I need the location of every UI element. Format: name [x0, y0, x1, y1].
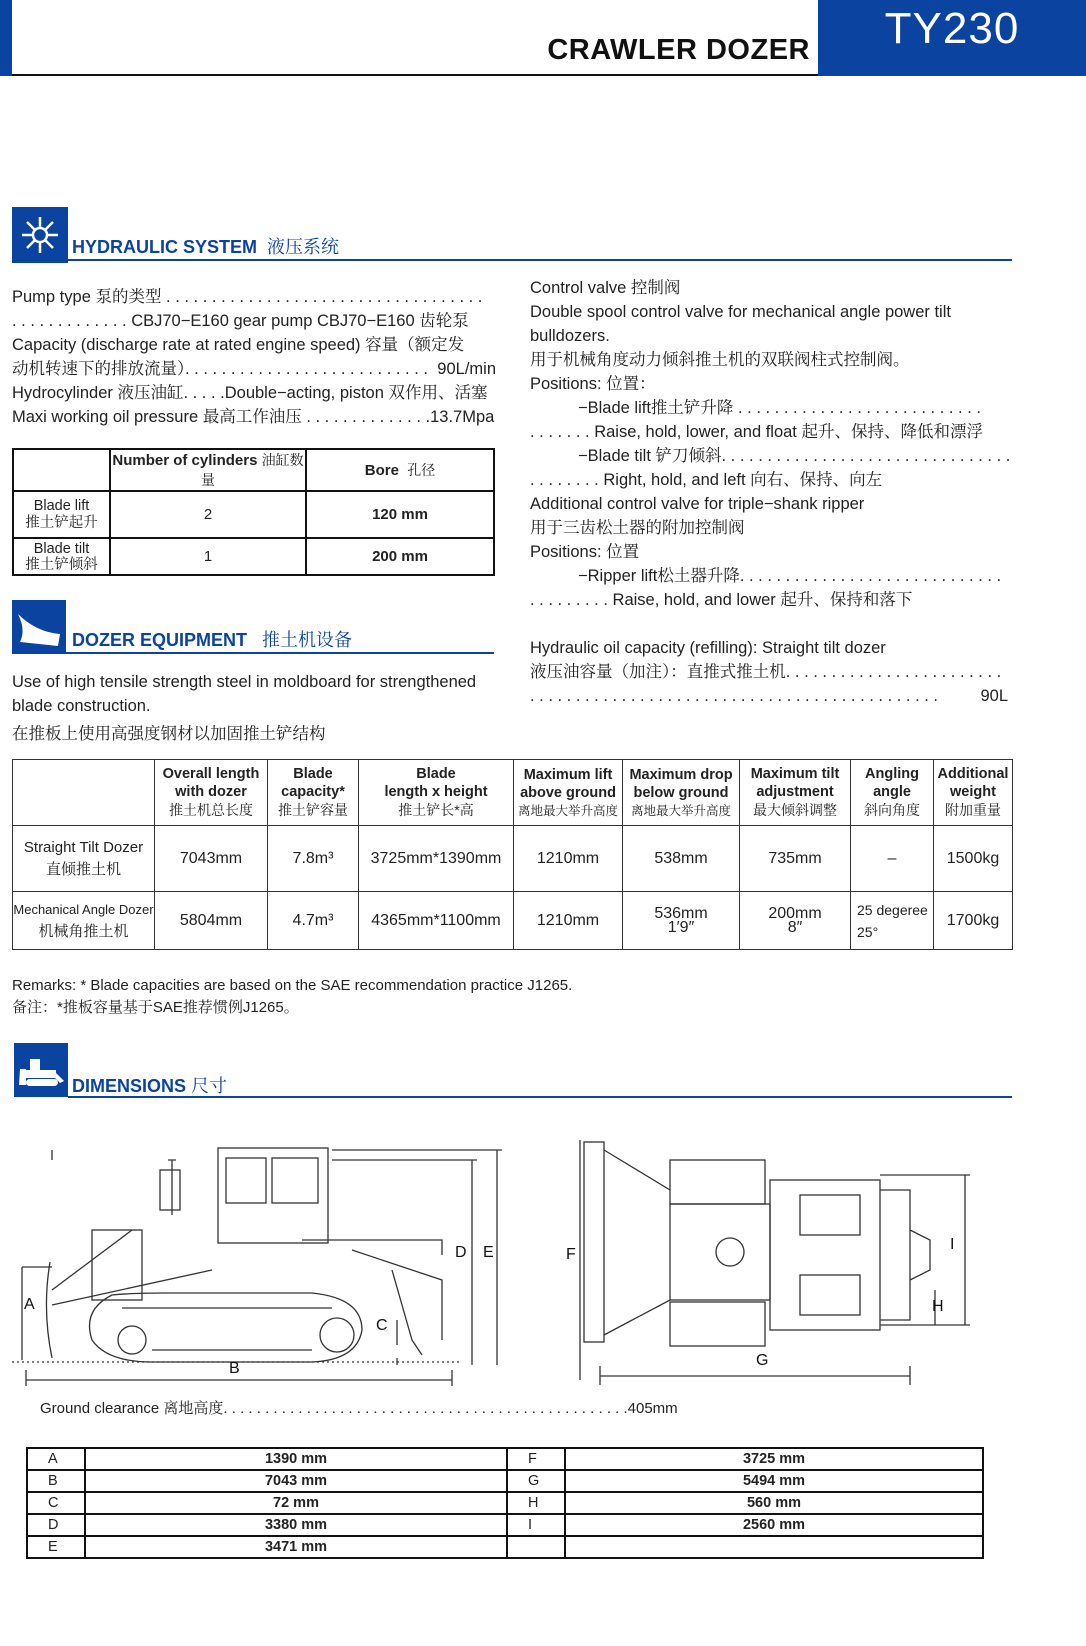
max-tilt-cell: 200mm 8″ — [740, 892, 851, 950]
cylinder-row-name-en: Blade tilt — [33, 540, 90, 557]
hydraulic-title-cn: 液压系统 — [267, 237, 340, 257]
dim-letter-g: G — [756, 1352, 769, 1369]
dozer-header-cell: Blade capacity* 推土铲容量 — [268, 760, 359, 826]
oil-capacity-label: Hydraulic oil capacity (refilling): Straight tilt dozer — [530, 639, 886, 657]
table-row — [27, 1470, 983, 1492]
dozer-table-corner — [13, 760, 155, 826]
ripper-value-row: . . . . . . . . . Raise, hold, and lower 起升、保持和落下 — [530, 591, 913, 609]
control-valve-heading: Control valve 控制阀 — [530, 279, 681, 297]
table-row — [27, 1448, 983, 1470]
header-accent-bar — [0, 0, 12, 76]
cylinder-count-header — [110, 449, 306, 491]
pump-type-row: Pump type 泵的类型 . . . . . . . . . . . . . . . . . . . . . . . . . . . . . . . . . . . — [12, 288, 483, 306]
overall-length-cell: 7043mm — [155, 826, 268, 892]
dozer-header-cell: Blade length x height 推土铲长*高 — [359, 760, 514, 826]
cylinder-row-name-cn: 推土铲起升 — [25, 514, 98, 531]
additional-weight-cell: 1700kg — [934, 892, 1013, 950]
bore-header-cn: 孔径 — [407, 462, 436, 478]
dozer-header-cell: Overall length with dozer 推土机总长度 — [155, 760, 268, 826]
pump-type-value-row: . . . . . . . . . . . . . CBJ70−E160 gear pump CBJ70−E160 齿轮泵 — [12, 312, 469, 330]
dim-value-cell: 5494 mm — [565, 1470, 983, 1492]
ripper-lift-value: Raise, hold, and lower 起升、保持和落下 — [612, 591, 913, 609]
hydraulic-section-title — [72, 233, 339, 259]
dim-letter-i: I — [950, 1236, 955, 1253]
dim-letter-h: H — [932, 1298, 944, 1315]
capacity-label: Capacity (discharge rate at rated engine speed) 容量（额定发 — [12, 336, 465, 354]
dozer-desc-2: blade construction. — [12, 697, 151, 715]
dozer-table-header-row — [13, 760, 1013, 826]
max-drop-cell: 536mm 1′9″ — [623, 892, 740, 950]
additional-weight-cell: 1500kg — [934, 826, 1013, 892]
top-view-drawing — [570, 1130, 980, 1390]
blade-capacity-cell: 7.8m³ — [268, 826, 359, 892]
dim-value-cell: 3725 mm — [565, 1448, 983, 1470]
hydraulic-title-en: HYDRAULIC SYSTEM — [72, 237, 258, 257]
dozer-header-cell: Angling angle 斜向角度 — [851, 760, 934, 826]
dozer-section-title — [72, 626, 352, 652]
dozer-blade-icon — [12, 600, 66, 654]
control-valve-desc-2: bulldozers. — [530, 327, 610, 345]
table-row — [27, 1492, 983, 1514]
ripper-valve-desc-cn: 用于三齿松土器的附加控制阀 — [530, 519, 745, 537]
dim-letter-d: D — [455, 1244, 467, 1261]
control-valve-desc-cn: 用于机械角度动力倾斜推土机的双联阀柱式控制阀。 — [530, 351, 910, 369]
positions-label: Positions: 位置： — [530, 375, 656, 393]
dim-label-cell: G — [507, 1470, 565, 1492]
table-row — [13, 892, 1013, 950]
dimensions-table — [26, 1447, 984, 1559]
bulldozer-icon — [14, 1043, 68, 1097]
max-drop-cell: 538mm — [623, 826, 740, 892]
cylinder-table-corner — [13, 449, 110, 491]
bore-header-en: Bore — [364, 462, 399, 479]
dozer-type-cell: Straight Tilt Dozer 直倾推土机 — [13, 826, 155, 892]
dozer-title-cn: 推土机设备 — [262, 630, 353, 650]
oil-capacity-row: 液压油容量（加注）：直推式推土机. . . . . . . . . . . . . . . . . . . . . . . . — [530, 663, 1002, 681]
pump-type-value: CBJ70−E160 gear pump CBJ70−E160 齿轮泵 — [131, 312, 469, 330]
dim-value-cell: 1390 mm — [85, 1448, 507, 1470]
dim-letter-a: A — [24, 1296, 35, 1313]
blade-tilt-label: −Blade tilt 铲刀倾斜 — [578, 447, 722, 465]
dim-label-cell: D — [27, 1514, 85, 1536]
hydrocylinder-value: Double−acting, piston 双作用、活塞 — [224, 384, 488, 402]
cylinder-row-name-en: Blade lift — [33, 497, 90, 514]
angling-angle-cell: – — [851, 826, 934, 892]
dim-letter-f: F — [566, 1246, 576, 1263]
remarks-cn: 备注：*推板容量基于SAE推荐惯例J1265。 — [12, 999, 299, 1016]
dim-letter-e: E — [483, 1244, 494, 1261]
oil-capacity-value-row: . . . . . . . . . . . . . . . . . . . . . . . . . . . . . . . . . . . . . . . . . . . . . — [530, 687, 938, 705]
dim-letter-c: C — [376, 1317, 388, 1334]
blade-tilt-row: −Blade tilt 铲刀倾斜. . . . . . . . . . . . . . . . . . . . . . . . . . . . . . . . — [578, 447, 1011, 465]
oil-capacity-label-cn: 液压油容量（加注）：直推式推土机 — [530, 663, 786, 681]
side-view-drawing — [12, 1130, 512, 1390]
dozer-header-cell: Additional weight 附加重量 — [934, 760, 1013, 826]
overall-length-cell: 5804mm — [155, 892, 268, 950]
blade-capacity-cell: 4.7m³ — [268, 892, 359, 950]
dimensions-title-cn: 尺寸 — [191, 1076, 228, 1096]
dimensions-section-rule — [68, 1096, 1012, 1098]
dim-label-cell: I — [507, 1514, 565, 1536]
dozer-header-cell: Maximum tilt adjustment 最大倾斜调整 — [740, 760, 851, 826]
hydrocylinder-label: Hydrocylinder 液压油缸 — [12, 384, 184, 402]
max-lift-cell: 1210mm — [514, 892, 623, 950]
blade-size-cell: 3725mm*1390mm — [359, 826, 514, 892]
cylinder-table — [12, 448, 495, 576]
dimensions-title-en: DIMENSIONS — [72, 1076, 187, 1096]
blade-size-cell: 4365mm*1100mm — [359, 892, 514, 950]
pressure-value: 13.7Mpa — [430, 408, 495, 426]
dim-value-cell: 2560 mm — [565, 1514, 983, 1536]
dozer-header-cell: Maximum drop below ground 离地最大举升高度 — [623, 760, 740, 826]
pressure-label: Maxi working oil pressure 最高工作油压 — [12, 408, 302, 426]
ground-clearance-label: Ground clearance 离地高度 — [40, 1400, 224, 1417]
model-name: TY230 — [884, 4, 1020, 53]
cylinder-count-cell: 1 — [110, 538, 306, 575]
pressure-row: Maxi working oil pressure 最高工作油压 . . . . . . . . . . . . . .13.7Mpa — [12, 408, 495, 426]
table-row — [27, 1536, 983, 1558]
blade-lift-value: Raise, hold, lower, and float 起升、保持、降低和漂浮 — [594, 423, 983, 441]
dozer-section-rule — [66, 652, 494, 654]
dim-letter-b: B — [229, 1360, 240, 1377]
ripper-lift-row: −Ripper lift松土器升降. . . . . . . . . . . . . . . . . . . . . . . . . . . . . — [578, 567, 1002, 585]
dozer-type-cell: Mechanical Angle Dozer 机械角推土机 — [13, 892, 155, 950]
dim-value-cell: 7043 mm — [85, 1470, 507, 1492]
ripper-lift-label: −Ripper lift松土器升降 — [578, 567, 740, 585]
control-valve-desc: Double spool control valve for mechanical angle power tilt — [530, 303, 951, 321]
cylinder-count-cell: 2 — [110, 491, 306, 538]
cylinder-count-header-en: Number of cylinders — [112, 452, 258, 469]
dim-label-cell: B — [27, 1470, 85, 1492]
header-rule — [12, 74, 818, 76]
blade-lift-value-row: . . . . . . . Raise, hold, lower, and float 起升、保持、降低和漂浮 — [530, 423, 983, 441]
remarks: Remarks: * Blade capacities are based on the SAE recommendation practice J1265. — [12, 977, 573, 994]
table-row — [13, 826, 1013, 892]
dim-value-cell — [565, 1536, 983, 1558]
dimensions-section-title — [72, 1072, 227, 1098]
pump-type-label: Pump type 泵的类型 — [12, 288, 162, 306]
cylinder-row-name — [13, 538, 110, 575]
dim-label-cell: F — [507, 1448, 565, 1470]
ripper-valve-desc: Additional control valve for triple−shank ripper — [530, 495, 865, 513]
blade-lift-label: −Blade lift推土铲升降 — [578, 399, 734, 417]
hydraulic-icon — [12, 207, 68, 263]
hydraulic-section-rule — [68, 259, 1012, 261]
dim-value-cell: 560 mm — [565, 1492, 983, 1514]
table-row — [27, 1514, 983, 1536]
ripper-positions-label: Positions: 位置 — [530, 543, 640, 561]
cylinder-count-header-cn: 油缸数量 — [201, 452, 304, 488]
blade-tilt-value: Right, hold, and left 向右、保持、向左 — [603, 471, 883, 489]
dozer-header-cell: Maximum lift above ground 离地最大举升高度 — [514, 760, 623, 826]
dozer-spec-table — [12, 759, 1013, 950]
capacity-value: 90L/min — [437, 360, 496, 378]
dim-label-cell: C — [27, 1492, 85, 1514]
oil-capacity-value: 90L — [980, 687, 1008, 705]
dim-label-cell: H — [507, 1492, 565, 1514]
ground-clearance-value: .405mm — [623, 1400, 678, 1417]
ground-clearance-row: Ground clearance 离地高度. . . . . . . . . . . . . . . . . . . . . . . . . . . . . . . . . . . . . . . . . . . . . . . . .405mm — [40, 1400, 678, 1417]
dozer-title-en: DOZER EQUIPMENT — [72, 630, 248, 650]
table-row — [13, 538, 494, 575]
dozer-desc-cn: 在推板上使用高强度钢材以加固推土铲结构 — [12, 725, 326, 743]
max-tilt-cell: 735mm — [740, 826, 851, 892]
dim-label-cell — [507, 1536, 565, 1558]
bore-cell: 200 mm — [306, 538, 494, 575]
capacity-label-cn: 动机转速下的排放流量） — [12, 360, 194, 378]
dim-value-cell: 3471 mm — [85, 1536, 507, 1558]
dim-value-cell: 72 mm — [85, 1492, 507, 1514]
table-row — [13, 491, 494, 538]
dim-value-cell: 3380 mm — [85, 1514, 507, 1536]
hydrocylinder-row: Hydrocylinder 液压油缸. . . . .Double−acting, piston 双作用、活塞 — [12, 384, 488, 402]
dim-label-cell: A — [27, 1448, 85, 1470]
capacity-dots: . . . . . . . . . . . . . . . . . . . . . . . . . . . — [185, 360, 428, 378]
bore-cell: 120 mm — [306, 491, 494, 538]
cylinder-row-name — [13, 491, 110, 538]
blade-tilt-value-row: . . . . . . . . Right, hold, and left 向右、保持、向左 — [530, 471, 883, 489]
cylinder-row-name-cn: 推土铲倾斜 — [25, 556, 98, 573]
dim-label-cell: E — [27, 1536, 85, 1558]
blade-lift-row: −Blade lift推土铲升降 . . . . . . . . . . . . . . . . . . . . . . . . . . . — [578, 399, 981, 417]
dozer-desc: Use of high tensile strength steel in moldboard for strengthened — [12, 673, 477, 691]
angling-angle-cell: 25 degeree 25° — [851, 892, 934, 950]
bore-header — [306, 449, 494, 491]
product-type-title: CRAWLER DOZER — [547, 34, 810, 66]
max-lift-cell: 1210mm — [514, 826, 623, 892]
